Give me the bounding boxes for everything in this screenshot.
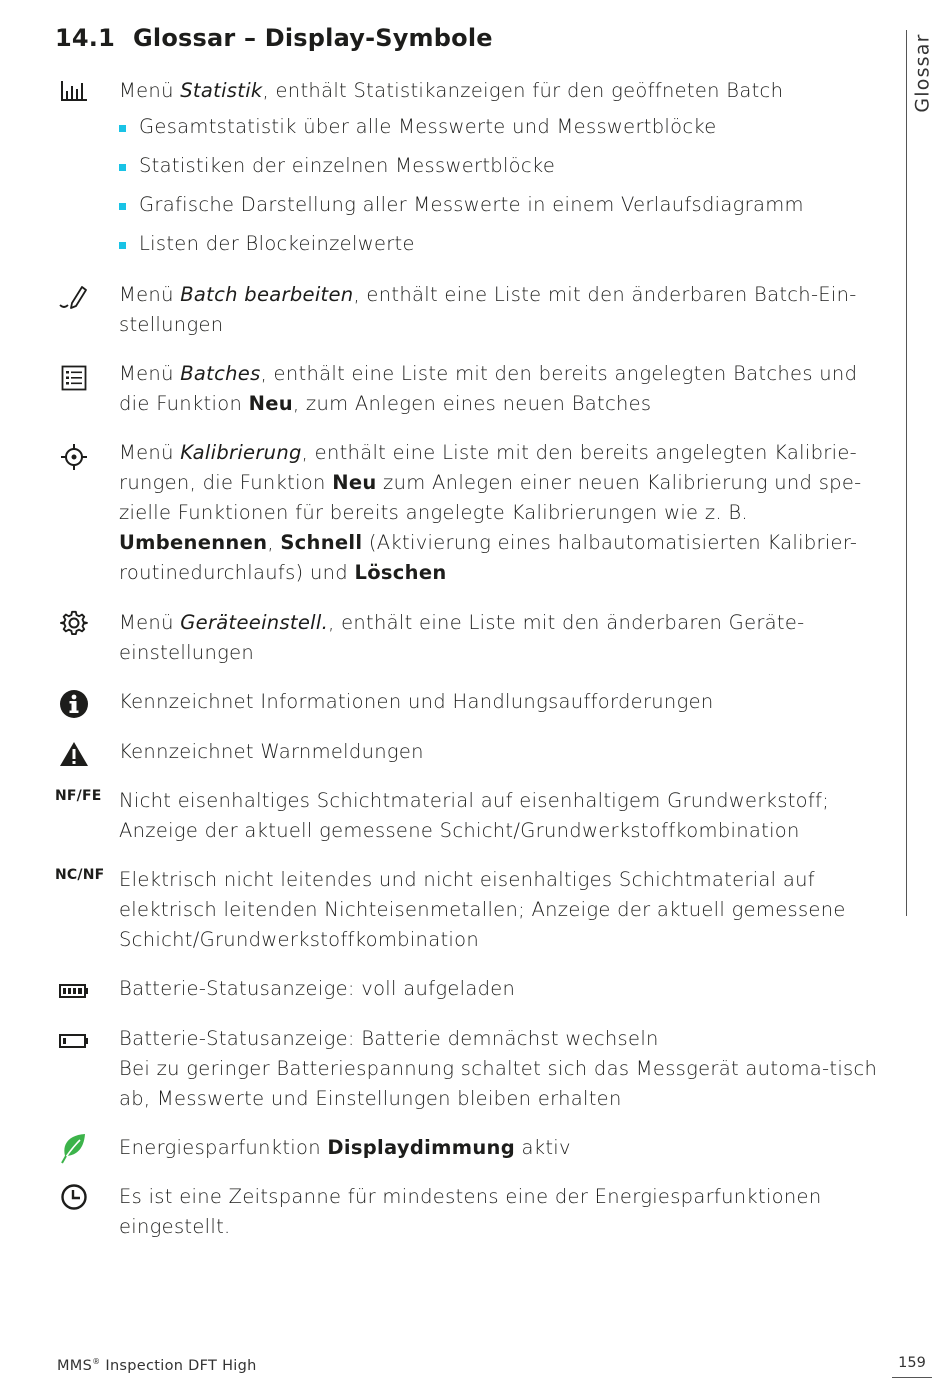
list-item: Grafische Darstellung aller Messwerte in einem Verlaufsdiagramm — [119, 190, 889, 220]
side-tab-label: Glossar — [912, 33, 934, 113]
entry-text: Kennzeichnet Warnmeldungen — [119, 740, 424, 763]
page-heading — [55, 24, 493, 52]
gear-icon — [56, 608, 92, 638]
entry-text: Batterie-Statusanzeige: Batterie demnächst wechseln Bei zu geringer Batteriespannung schaltet sich das Messgerät automa-tisch ab, Messwerte und Einstellungen bleiben erhalten — [119, 1027, 878, 1110]
list-item: Statistiken der einzelnen Messwertblöcke — [119, 151, 889, 181]
list-item: Gesamtstatistik über alle Messwerte und Messwertblöcke — [119, 112, 889, 142]
side-tab-line — [906, 30, 907, 916]
entry-text: Es ist eine Zeitspanne für mindestens eine der Energiesparfunktionen eingestellt. — [119, 1185, 822, 1238]
crosshair-icon — [56, 442, 92, 472]
nffe-badge: NF/FE — [55, 788, 102, 804]
footer-product: MMS® Inspection DFT High — [57, 1357, 257, 1374]
battery-full-icon — [56, 976, 92, 1006]
pen-edit-icon — [56, 282, 92, 312]
entry-text: Menü Batches, enthält eine Liste mit den bereits angelegten Batches und die Funktion Neu, zum Anlegen eines neuen Batches — [119, 362, 858, 415]
list-item: Listen der Blockeinzelwerte — [119, 229, 889, 259]
section-title: Glossar – Display-Symbole — [133, 24, 493, 52]
entry-text: Energiesparfunktion Displaydimmung aktiv — [119, 1136, 571, 1159]
list-icon — [56, 363, 92, 393]
bar-chart-icon — [56, 76, 92, 106]
clock-icon — [56, 1182, 92, 1212]
statistik-bullet-list — [119, 112, 889, 259]
entry-text: Menü Batch bearbeiten, enthält eine Liste mit den änderbaren Batch-Ein-stellungen — [119, 283, 857, 336]
entry-text: Menü Geräteeinstell., enthält eine Liste mit den änderbaren Geräte-einstellungen — [119, 611, 805, 664]
warning-icon — [56, 739, 92, 769]
entry-text: Menü Kalibrierung, enthält eine Liste mit den bereits angelegten Kalibrie-rungen, die Funktion Neu zum Anlegen einer neuen Kalibrierung und spe-zielle Funktionen für bereits angelegte Kalibrierungen wie z. B. Umbenennen, Schnell (Aktivierung eines halbautomatisierten Kalibrier-routinedurchlaufs) und Löschen — [119, 441, 862, 584]
leaf-icon — [56, 1133, 92, 1163]
section-number: 14.1 — [55, 24, 116, 52]
info-icon — [56, 689, 92, 719]
battery-low-icon — [56, 1026, 92, 1056]
page-number-rule — [892, 1377, 932, 1378]
entry-text: Kennzeichnet Informationen und Handlungsaufforderungen — [119, 690, 714, 713]
entry-text: Elektrisch nicht leitendes und nicht eisenhaltiges Schichtmaterial auf elektrisch leitenden Nichteisenmetallen; Anzeige der aktuell gemessene Schicht/Grundwerkstoffkombination — [119, 868, 846, 951]
entry-text: Nicht eisenhaltiges Schichtmaterial auf eisenhaltigem Grundwerkstoff; Anzeige der aktuell gemessene Schicht/Grundwerkstoffkombination — [119, 789, 830, 842]
entry-text: Batterie-Statusanzeige: voll aufgeladen — [119, 977, 516, 1000]
entry-text: Menü Statistik, enthält Statistikanzeigen für den geöffneten Batch Gesamtstatistik über alle Messwerte und Messwertblöcke Statistiken der einzelnen Messwertblöcke Grafische Darstellung aller Messwerte in einem Verlaufsdiagramm Listen der Blockeinzelwerte — [119, 76, 889, 268]
ncnf-badge: NC/NF — [55, 867, 105, 883]
page-number: 159 — [898, 1355, 926, 1371]
